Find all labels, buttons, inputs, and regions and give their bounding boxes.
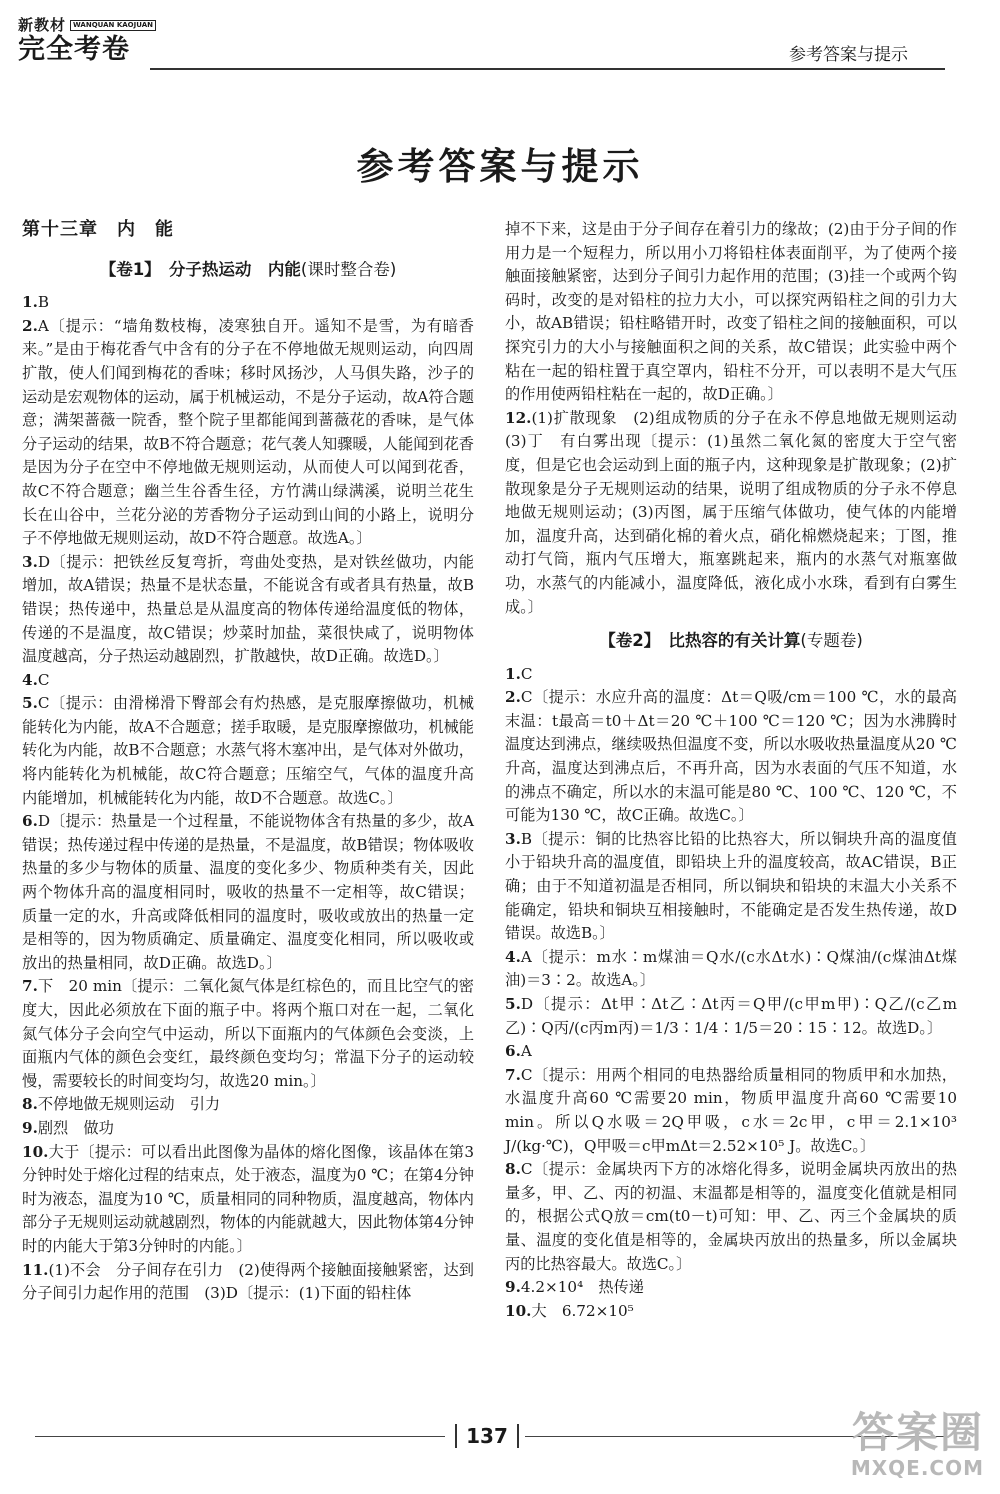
answer-number: 10.: [505, 1301, 532, 1320]
answer-text: A: [520, 1042, 532, 1061]
answer-item: [505, 1276, 957, 1300]
answer-text: D〔提示：热量是一个过程量，不能说物体含有热量的多少，故A错误；热传递过程中传递的是热量，不是温度，故B错误；物体吸收热量的多少与物体的质量、温度的变化多少、物质种类有关，因此两个物体升高的温度相同时，吸收的热量不一定相等，故C错误；质量一定的水，升高或降低相同的温度时，吸收或放出的热量一定是相等的，因为物质确定、质量确定、温度变化相同，所以吸收或放出的热量相同，故D正确。故选D。〕: [22, 812, 474, 972]
answer-text: B〔提示：铜的比热容比铅的比热容大，所以铜块升高的温度值小于铅块升高的温度值，即铅块上升的温度较高，故AC错误，B正确；由于不知道初温是否相同，所以铜块和铅块的末温大小关系不能确定，铅块和铜块互相接触时，不能确定是否发生热传递，故D错误。故选B。〕: [505, 829, 957, 943]
answer-text: C〔提示：水应升高的温度：Δt＝Q吸/cm＝100 ℃，水的最高末温：t最高＝t0＋Δt＝20 ℃＋100 ℃＝120 ℃；因为水沸腾时温度达到沸点，继续吸热但温度不变，所以水吸收热量温度从20 ℃升高，温度达到沸点后，不再升高，因为水表面的气压不知道，水的沸点不确定，所以水的末温可能是80 ℃、100 ℃、120 ℃，不可能为130 ℃，故C正确。故选C。〕: [505, 688, 957, 825]
answer-text: C: [37, 670, 50, 689]
brand-big-text: 完全考卷: [18, 34, 130, 65]
answer-item: [505, 946, 957, 993]
section-heading-2-sub: (专题卷): [800, 631, 863, 651]
answer-number: 8.: [505, 1160, 521, 1179]
answer-text: 下 20 min〔提示：二氧化氮气体是红棕色的，而且比空气的密度大，因此必须放在下面的瓶子中。将两个瓶口对在一起，二氧化氮气体分子会向空气中运动，所以下面瓶内的气体颜色会变淡，上面瓶内气体的颜色会变红，最终颜色变均匀；常温下分子的运动较慢，需要较长的时间变均匀，故选20 min。〕: [22, 977, 474, 1090]
answer-text: 掉不下来，这是由于分子间存在着引力的缘故；(2)由于分子间的作用力是一个短程力，所以用小刀将铅柱体表面削平，为了使两个接触面接触紧密，达到分子间引力起作用的范围；(3)挂一个或两个钩码时，改变的是对铅柱的拉力大小，可以探究两铅柱之间的引力大小，故AB错误；铅柱略错开时，改变了铅柱之间的接触面积，可以探究引力的大小与接触面积之间的关系，故C错误；此实验中两个粘在一起的铅柱置于真空罩内，铅柱不分开，可以表明不是大气压的作用使两铅柱粘在一起的，故D正确。〕: [505, 220, 957, 404]
right-column: [505, 218, 973, 1323]
answer-number: 2.: [505, 688, 521, 707]
section-heading-2-main: 【卷2】 比热容的有关计算: [599, 631, 801, 651]
answer-text: 大于〔提示：可以看出此图像为晶体的熔化图像，该晶体在第3分钟时处于熔化过程的结束点，处于液态，温度为0 ℃；在第4分钟时为液态，温度为10 ℃，质量相同的同种物质，温度越高，物体内部分子无规则运动就越剧烈，物体的内能就越大，因此物体第4分钟时的内能大于第3分钟时的内能。〕: [22, 1142, 474, 1255]
answer-number: 11.: [22, 1260, 49, 1279]
answer-number: 7.: [505, 1065, 521, 1084]
answer-item: [505, 407, 973, 619]
brand-small-text: 新教材: [18, 16, 67, 34]
section-heading-1-main: 【卷1】 分子热运动 内能: [99, 259, 301, 279]
answer-item: [505, 663, 957, 687]
answer-item: [22, 975, 474, 1093]
brand-small: [18, 16, 156, 34]
answer-text: (1)扩散现象 (2)组成物质的分子在永不停息地做无规则运动 (3)丁 有白雾出现〔提示：(1)虽然二氧化氮的密度大于空气密度，但是它也会运动到上面的瓶子内，这种现象是扩散现象；(2)扩散现象是分子无规则运动的结果，说明了组成物质的分子永不停息地做无规则运动；(3)丙图，属于压缩气体做功，使气体的内能增加，温度升高，达到硝化棉的着火点，硝化棉燃烧起来；丁图，推动打气筒，瓶内气压增大，瓶塞跳起来，瓶内的水蒸气对瓶塞做功，水蒸气的内能减小，温度降低，液化成小水珠，看到有白雾生成。〕: [505, 408, 973, 616]
answer-text: 不停地做无规则运动 引力: [37, 1095, 221, 1114]
left-column: [22, 212, 474, 1306]
answer-item: [22, 1117, 474, 1141]
page-title: 参考答案与提示: [356, 145, 644, 188]
answer-text: D〔提示：把铁丝反复弯折，弯曲处变热，是对铁丝做功，内能增加，故A错误；热量不是状态量，不能说含有或者具有热量，故B错误；热传递中，热量总是从温度高的物体传递给温度低的物体，传递的不是温度，故C错误；炒菜时加盐，菜很快咸了，说明物体温度越高，分子热运动越剧烈，扩散越快，故D正确。故选D。〕: [22, 552, 474, 666]
answer-item: [505, 218, 957, 407]
answer-text: C: [520, 664, 533, 683]
answer-item: [22, 1093, 474, 1117]
answer-text: A〔提示：“墙角数枝梅，凌寒独自开。遥知不是雪，为有暗香来。”是由于梅花香气中含有的分子在不停地做无规则运动，向四周扩散，使人们闻到梅花的香味；移时风扬沙，人马俱失路，沙子的运动是宏观物体的运动，属于机械运动，不是分子运动，故A符合题意；满架蔷薇一院香，整个院子里都能闻到蔷薇花的香味，是气体分子运动的结果，故B不符合题意；花气袭人知骤暖，人能闻到花香是因为分子在空中不停地做无规则运动，从而使人可以闻到花香，故C不符合题意；幽兰生谷香生径，方竹满山绿满溪，说明兰花生长在山谷中，兰花分泌的芳香物分子运动到山间的小路上，说明分子不停地做无规则运动，故D不符合题意。故选A。〕: [22, 316, 474, 548]
answer-item: [505, 1300, 957, 1324]
answer-number: 6.: [505, 1042, 521, 1061]
answer-item: [505, 686, 957, 828]
answer-text: D〔提示：Δt甲∶Δt乙∶Δt丙＝Q甲/(c甲m甲)∶Q乙/(c乙m乙)∶Q丙/(c丙m丙)＝1/3∶1/4∶1/5＝20∶15∶12。故选D。〕: [505, 995, 957, 1037]
answer-text: 大 6.72×10⁵: [531, 1301, 634, 1320]
answer-item: [505, 1158, 957, 1276]
answer-number: 10.: [22, 1142, 49, 1161]
header-rule: [150, 68, 945, 70]
answer-text: B: [37, 293, 50, 312]
answer-item: [22, 315, 474, 551]
answer-number: 5.: [22, 694, 38, 713]
answer-item: [22, 669, 474, 693]
footer-rule-left: [35, 1436, 445, 1437]
answer-number: 7.: [22, 977, 38, 996]
answer-number: 12.: [505, 408, 532, 427]
watermark-url: MXQE.COM: [850, 1456, 984, 1480]
answer-number: 1.: [22, 293, 38, 312]
answer-item: [22, 551, 474, 669]
answer-number: 4.: [22, 670, 38, 689]
answer-item: [505, 828, 957, 946]
answer-number: 3.: [505, 829, 521, 848]
answer-text: C〔提示：由滑梯滑下臀部会有灼热感，是克服摩擦做功，机械能转化为内能，故A不合题意；搓手取暖，是克服摩擦做功，机械能转化为内能，故B不合题意；水蒸气将木塞冲出，是气体对外做功，将内能转化为机械能，故C符合题意；压缩空气，气体的温度升高内能增加，机械能转化为内能，故D不合题意。故选C。〕: [22, 694, 474, 807]
answer-number: 9.: [505, 1278, 521, 1297]
section-heading-2: [505, 629, 957, 653]
page-number: 137: [455, 1424, 519, 1448]
answer-item: [505, 1040, 957, 1064]
answer-item: [22, 1259, 474, 1306]
answer-number: 8.: [22, 1095, 38, 1114]
answer-number: 9.: [22, 1118, 38, 1137]
chapter-heading: 第十三章 内 能: [22, 219, 174, 240]
watermark: [851, 1410, 984, 1480]
answer-item: [505, 1064, 957, 1158]
header-title: 参考答案与提示: [789, 45, 908, 65]
answer-item: [22, 1141, 474, 1259]
answer-number: 6.: [22, 812, 38, 831]
answer-number: 4.: [505, 947, 521, 966]
answer-text: A〔提示：m水∶m煤油＝Q水/(c水Δt水)∶Q煤油/(c煤油Δt煤油)＝3∶2。故选A。〕: [505, 947, 957, 990]
answer-list-right-b: [505, 663, 957, 1324]
brand-en-tag: WANQUAN KAOJUAN: [70, 20, 156, 31]
answer-item: [22, 692, 474, 810]
section-heading-1-sub: (课时整合卷): [300, 259, 397, 279]
watermark-logo-text: 答案圈: [851, 1408, 984, 1457]
answer-item: [22, 810, 474, 975]
answer-text: 4.2×10⁴ 热传递: [520, 1278, 644, 1297]
answer-text: C〔提示：用两个相同的电热器给质量相同的物质甲和水加热，水温度升高60 ℃需要20 min，物质甲温度升高60 ℃需要10 min。所以Q水吸＝2Q甲吸，c水＝2c甲，c甲＝2.1×10³ J/(kg·℃)，Q甲吸＝c甲mΔt＝2.52×10⁵ J。故选C。〕: [505, 1065, 957, 1155]
answer-list-left: [22, 291, 474, 1306]
answer-text: 剧烈 做功: [37, 1118, 114, 1137]
answer-number: 1.: [505, 664, 521, 683]
answer-item: [22, 291, 474, 315]
answer-number: 2.: [22, 316, 38, 335]
section-heading-1: [22, 258, 474, 282]
answer-number: 5.: [505, 995, 521, 1013]
answer-item: [505, 993, 957, 1040]
answer-number: 3.: [22, 552, 38, 571]
answer-list-right-a: [505, 218, 973, 619]
brand-logo: [18, 16, 156, 66]
answer-text: C〔提示：金属块丙下方的冰熔化得多，说明金属块丙放出的热量多，甲、乙、丙的初温、末温都是相等的，温度变化值就是相同的，根据公式Q放＝cm(t0－t)可知：甲、乙、丙三个金属块的质量、温度的变化值是相等的，金属块丙放出的热量多，所以金属块丙的比热容最大。故选C。〕: [505, 1160, 957, 1273]
answer-text: (1)不会 分子间存在引力 (2)使得两个接触面接触紧密，达到分子间引力起作用的范围 (3)D〔提示：(1)下面的铅柱体: [22, 1260, 474, 1303]
